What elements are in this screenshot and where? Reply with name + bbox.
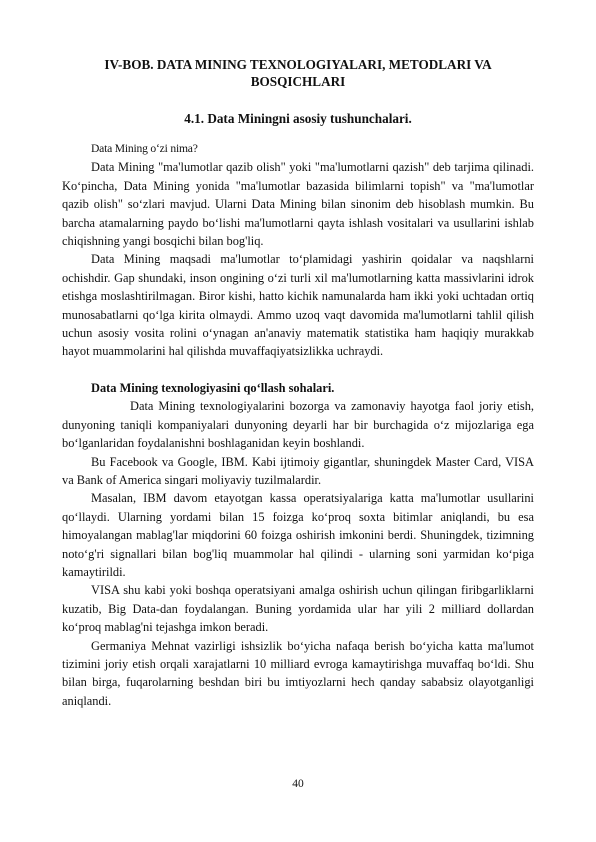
subheading: Data Mining texnologiyasini qo‘llash sohalari. [91,380,335,395]
paragraph: Data Mining texnologiyalarini bozorga va zamonaviy hayotga faol joriy etish, dunyoning taniqli kompaniyalari dunyoning deyarli har bir burchagida o‘z mijozlariga ega bo‘lganlaridan foydalanishni boshlaganidan keyin boshlandi. [62,399,534,451]
paragraph: Germaniya Mehnat vazirligi ishsizlik bo‘yicha nafaqa berish bo‘yicha katta ma'lumot tizimini joriy etish orqali xarajatlarni 10 milliard evroga kamaytirishga muvaffaq bo‘ldi. Shu bilan birga, fuqarolarning beshdan biri bu imtiyozlarni hech qanday sababsiz olayotganligi aniqlandi. [62,638,534,708]
section-title: 4.1. Data Miningni asosiy tushunchalari. [184,111,412,126]
page-number: 40 [292,778,304,790]
paragraph: Data Mining "ma'lumotlar qazib olish" yoki "ma'lumotlarni qazish" deb tarjima qilinadi. Ko‘pincha, Data Mining yonida "ma'lumotlar bazasida bilimlarni topish" va "ma'lumotlar qazib olish" so‘zlari mavjud. Ularni Data Mining bilan sinonim deb hisoblash mumkin. Bu barcha atamalarning paydo bo‘lishi ma'lumotlarni qayta ishlash vositalari va usullarini ishlab chiqishning yangi bosqichi bilan bog'liq. [62,160,534,249]
body-text [62,140,534,710]
paragraph: Data Mining maqsadi ma'lumotlar to‘plamidagi yashirin qoidalar va naqshlarni ochishdir. Gap shundaki, inson ongining o‘zi turli xil ma'lumotlarning katta massivlarini idrok etishga moslashtirilmagan. Biror kishi, hatto kichik namunalarda ham ikki yoki uchtadan ortiq munosabatlarni qo‘lga kirita olmaydi. Ammo uzoq vaqt davomida ma'lumotlarni tahlil qilish uchun asosiy vosita rolini o‘ynagan an'anaviy matematik statistika ham haqiqiy murakkab hayot muammolarini hal qilishda muvaffaqiyatsizlikka uchraydi. [62,252,534,359]
chapter-title: IV-BOB. DATA MINING TEXNOLOGIYALARI, METODLARI VA BOSQICHLARI [104,57,492,89]
paragraph: VISA shu kabi yoki boshqa operatsiyani amalga oshirish uchun qilingan firibgarliklarni kuzatib, Big Data-dan foydalangan. Buning yordamida ular har yili 2 milliard dollardan ko‘proq mablag'ni tejashga imkon beradi. [62,583,534,635]
paragraph: Masalan, IBM davom etayotgan kassa operatsiyalariga katta ma'lumotlar usullarini qo‘llaydi. Ularning yordami bilan 15 foizga ko‘proq soxta bitimlar aniqlandi, bu esa himoyalangan mablag'lar miqdorini 60 foizga oshirish imkonini berdi. Shuningdek, tizimning noto‘g'ri signallari bilan bog'liq muammolar hal qilindi - ularning soni yarmidan ko‘piga kamaytirildi. [62,491,534,579]
paragraph: Bu Facebook va Google, IBM. Kabi ijtimoiy gigantlar, shuningdek Master Card, VISA va Bank of America singari moliyaviy tuzilmalardir. [62,454,534,487]
question-line: Data Mining o‘zi nima? [91,142,198,155]
